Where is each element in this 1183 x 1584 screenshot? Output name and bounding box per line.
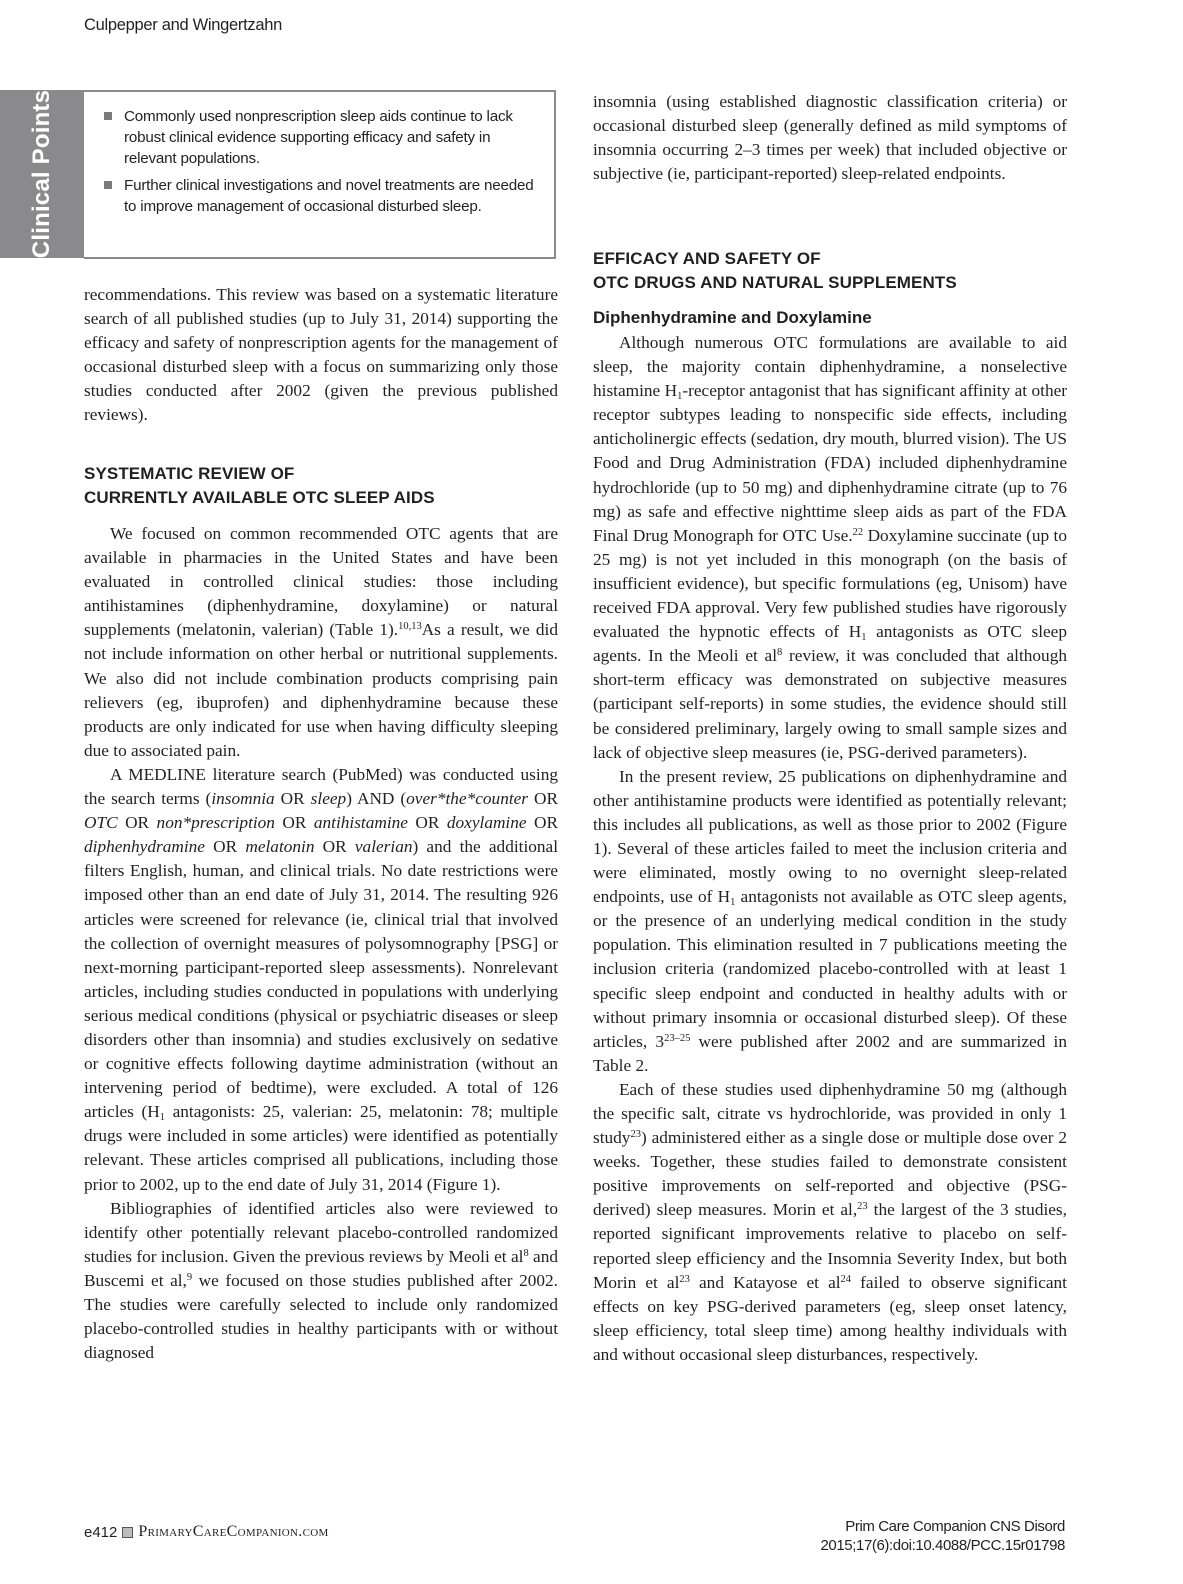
text-run: failed to observe significant effects on key PSG-derived parameters (eg, sleep onset latency, sleep efficiency, total sleep time) among healthy individuals with and without occasional sleep disturbances, respectively. (593, 1272, 1067, 1364)
text-run: and Katayose et al (689, 1272, 841, 1292)
footer-citation (820, 1517, 1065, 1555)
text-run: OR (274, 813, 314, 833)
text-run: antagonists: 25, valerian: 25, melatonin: 78; multiple drugs were included in some articles) were identified as potentially relevant. These articles comprised all publications, including those prior to 2002, up to the end date of July 31, 2014 (Figure 1). (84, 1102, 558, 1194)
left-column-body (84, 522, 558, 1365)
running-head: Culpepper and Wingertzahn (84, 16, 282, 34)
paragraph-bibliographies (84, 1197, 558, 1366)
subscript: 1 (861, 632, 867, 644)
text-run: OR (117, 813, 157, 833)
paragraph-medline-search (84, 763, 558, 1197)
clinical-points-tab (0, 90, 84, 258)
search-term: over*the*counter (406, 789, 529, 809)
citation-superscript: 22 (852, 526, 864, 538)
subscript: 1 (159, 1112, 165, 1124)
square-separator-icon (122, 1527, 133, 1538)
text-run: -receptor antagonist that has significant affinity at other receptor subtypes leading to nonspecific side effects, including anticholinergic effects (sedation, dry mouth, blurred vision). The US Food and Drug Administration (FDA) included diphenhydramine hydrochloride (up to 50 mg) and diphenhydramine citrate (up to 76 mg) as safe and effective nighttime sleep aids as part of the FDA Final Drug Monograph for OTC Use. (593, 381, 1068, 545)
paragraph-otc-agents (84, 522, 558, 763)
search-term: diphenhydramine (84, 837, 205, 857)
text-run: A MEDLINE literature search (PubMed) was conducted using the search terms ( (84, 764, 558, 809)
text-run: ) AND ( (346, 789, 407, 809)
citation-superscript: 23–25 (664, 1032, 691, 1044)
clinical-point-item (104, 175, 534, 217)
clinical-point-text: Commonly used nonprescription sleep aids continue to lack robust clinical evidence supporting efficacy and safety in relevant populations. (124, 108, 513, 167)
text-run: OR (274, 789, 311, 809)
citation-superscript: 9 (186, 1271, 193, 1283)
paragraph-study-results (593, 1078, 1067, 1367)
text-run: were published after 2002 and are summarized in Table 2. (593, 1031, 1067, 1075)
clinical-point-text: Further clinical investigations and novel treatments are needed to improve management of occasional disturbed sleep. (124, 177, 534, 215)
clinical-point-item (104, 106, 534, 169)
text-run: antagonists not available as OTC sleep agents, or the presence of an underlying medical condition in the study population. This elimination resulted in 7 publications meeting the inclusion criteria (randomized placebo-controlled with at least 1 specific sleep endpoint and conducted in healthy adults with or without primary insomnia or occasional disturbed sleep). Of these articles, 3 (593, 887, 1067, 1051)
subheading-diphenhydramine (593, 306, 1067, 330)
citation-superscript: 23 (679, 1273, 690, 1285)
text-run: we focused on those studies published after 2002. The studies were carefully selected to include only randomized placebo-controlled studies in healthy participants with or without diagnosed (84, 1270, 558, 1363)
heading-line: EFFICACY AND SAFETY OF (593, 249, 821, 268)
clinical-points-frame (84, 90, 556, 259)
text-run: and Buscemi et al, (84, 1246, 558, 1290)
text-run: antagonists as OTC sleep agents. In the Meoli et al (593, 622, 1067, 666)
citation-superscript: 23 (630, 1129, 641, 1141)
clinical-points-list (104, 106, 534, 223)
text-run: Although numerous OTC formulations are available to aid sleep, the majority contain diphenhydramine, a nonselective histamine H (593, 333, 1067, 401)
heading-line: CURRENTLY AVAILABLE OTC SLEEP AIDS (84, 488, 435, 507)
text-run: OR (526, 813, 559, 833)
paragraph-present-review (593, 765, 1067, 1078)
paragraph-otc-formulations (593, 331, 1067, 765)
text-run: OR (204, 837, 246, 857)
text-run: As a result, we did not include information on other herbal or nutritional supplements. We also did not include combination products comprising pain relievers (eg, ibuprofen) and diphenhydramine because these products are only indicated for use when having difficulty sleeping due to associated pain. (84, 620, 559, 760)
text-run: OR (528, 789, 559, 809)
heading-line: SYSTEMATIC REVIEW OF (84, 464, 295, 483)
text-run: OR (314, 837, 355, 857)
heading-line: OTC DRUGS AND NATURAL SUPPLEMENTS (593, 273, 957, 292)
text-run: We focused on common recommended OTC agents that are available in pharmacies in the United States and have been evaluated in controlled clinical studies: those including antihistamines (diphenhydramine, doxylamine) or natural supplements (melatonin, valerian) (Table 1). (84, 524, 558, 640)
citation-superscript: 24 (840, 1273, 852, 1285)
section-heading-systematic-review (84, 462, 558, 510)
text-run: review, it was concluded that although short-term efficacy was demonstrated on subjective measures (participant self-reports) in some studies, the evidence should still be considered preliminary, largely owing to small sample sizes and lack of objective sleep measures (ie, PSG-derived parameters). (593, 646, 1067, 762)
square-bullet-icon (104, 112, 112, 120)
search-term: doxylamine (446, 813, 527, 833)
text-run: ) and the additional filters English, human, and clinical trials. No date restrictions were imposed other than an end date of July 31, 2014. The resulting 926 articles were screened for relevance (ie, clinical trial that involved the collection of overnight measures of polysomnography [PSG] or next-morning participant-reported sleep assessments). Nonrelevant articles, including studies conducted in populations with underlying serious medical conditions (physical or psychiatric diseases or sleep disorders other than insomnia) and studies exclusively on sedative or cognitive effects following daytime administration (without an intervening period of bedtime), were excluded. A total of 126 articles (H (84, 837, 558, 1122)
text-run: OR (407, 813, 447, 833)
paragraph-insomnia-criteria: insomnia (using established diagnostic classification criteria) or occasional disturbed sleep (generally defined as mild symptoms of insomnia occurring 2–3 times per week) that included objective or subjective (ie, participant-reported) sleep-related endpoints. (593, 92, 1067, 184)
footer-left (84, 1523, 329, 1541)
page-number: e412 (84, 1523, 118, 1541)
subscript: 1 (730, 897, 736, 909)
square-bullet-icon (104, 181, 112, 189)
citation-superscript: 23 (857, 1201, 868, 1213)
text-run: Doxylamine succinate (up to 25 mg) is not yet included in this monograph (on the basis of insufficient evidence), but specific formulations (eg, Unisom) have received FDA approval. Very few published studies have rigorously evaluated the hypnotic effects of H (593, 525, 1068, 642)
search-term: insomnia (211, 789, 275, 809)
right-column (593, 90, 1067, 186)
doi-citation: 2015;17(6):doi:10.4088/PCC.15r01798 (820, 1537, 1065, 1554)
subscript: 1 (677, 391, 683, 403)
search-term: melatonin (245, 837, 315, 857)
text-run: In the present review, 25 publications on diphenhydramine and other antihistamine products were identified as potentially relevant; this includes all publications, as well as those prior to 2002 (Figure 1). Several of these articles failed to meet the inclusion criteria and were eliminated, mostly owing to no overnight sleep-related endpoints, use of H (593, 766, 1067, 907)
left-column (84, 283, 558, 428)
section-heading-efficacy-safety (593, 247, 1067, 295)
text-run: Bibliographies of identified articles also were reviewed to identify other potentially relevant placebo-controlled randomized studies for inclusion. Given the previous reviews by Meoli et al (84, 1198, 558, 1266)
text-run: ) administered either as a single dose or multiple dose over 2 weeks. Together, these studies failed to demonstrate consistent positive improvements on self-reported and objective (PSG-derived) sleep measures. Morin et al, (593, 1128, 1067, 1220)
clinical-points-box (0, 89, 556, 259)
right-column-body (593, 331, 1067, 1367)
text-run: Each of these studies used diphenhydramine 50 mg (although the specific salt, citrate vs hydrochloride, was provided in only 1 study (593, 1079, 1067, 1148)
search-term: non*prescription (156, 813, 275, 833)
paragraph-review-basis: recommendations. This review was based on a systematic literature search of all published studies (up to July 31, 2014) supporting the efficacy and safety of nonprescription agents for the management of occasional disturbed sleep with a focus on summarizing only those studies conducted after 2002 (given the previous published reviews). (84, 285, 558, 425)
clinical-points-label: Clinical Points (28, 89, 55, 259)
search-term: OTC (84, 813, 118, 833)
text-run: the largest of the 3 studies, reported significant improvements relative to placebo on self-reported sleep efficiency and the Insomnia Severity Index, but both Morin et al (593, 1200, 1067, 1292)
citation-superscript: 10,13 (398, 621, 422, 633)
citation-superscript: 8 (777, 647, 783, 659)
journal-name: Prim Care Companion CNS Disord (845, 1518, 1065, 1535)
search-term: sleep (310, 789, 347, 809)
search-term: valerian (354, 837, 413, 857)
citation-superscript: 8 (523, 1247, 529, 1259)
subheading-text: Diphenhydramine and Doxylamine (593, 308, 872, 327)
search-term: antihistamine (313, 813, 408, 833)
footer-site-link[interactable]: PrimaryCareCompanion.com (138, 1523, 329, 1540)
